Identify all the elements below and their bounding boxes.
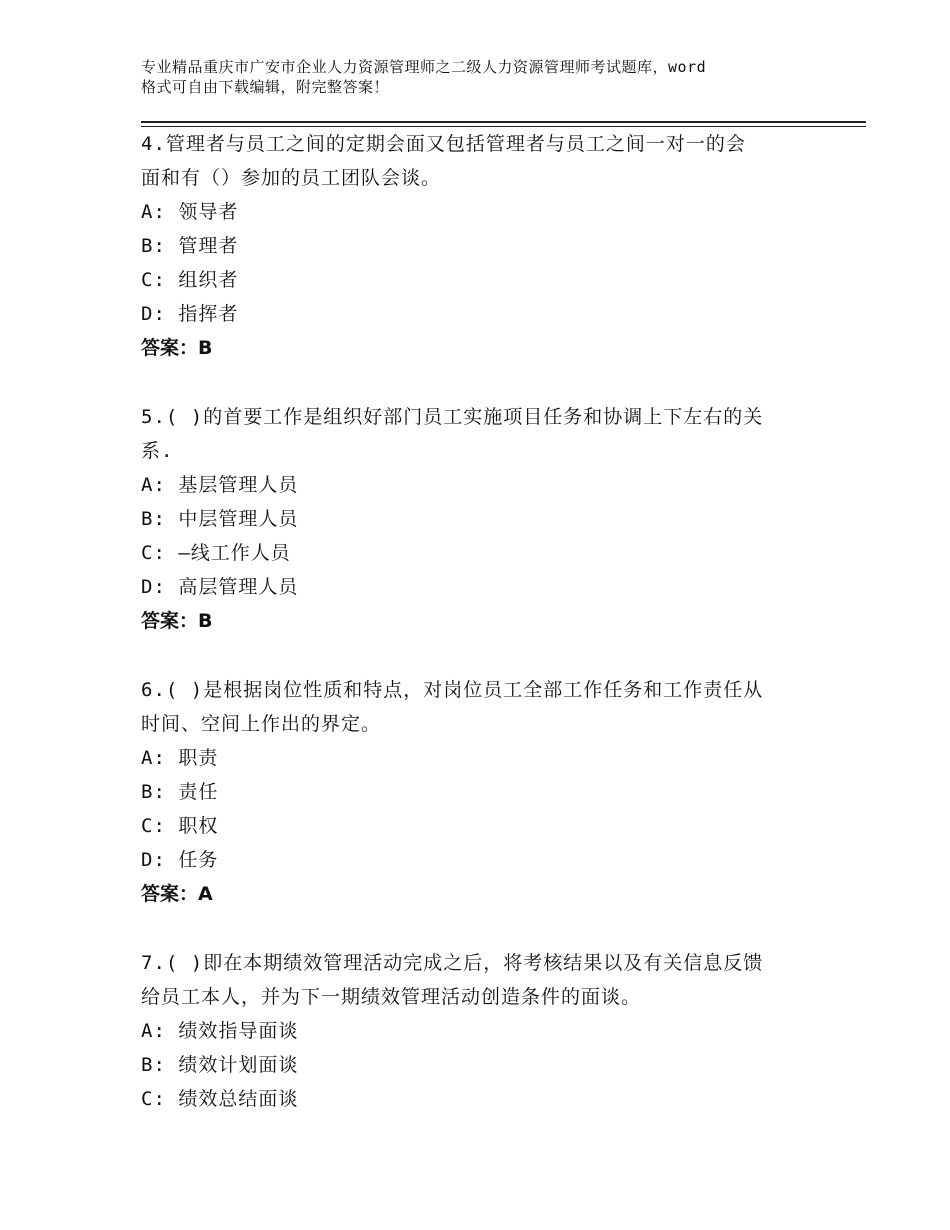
header-divider-thick <box>141 121 866 123</box>
answer-line: 答案：A <box>141 883 213 905</box>
option-b: B: 绩效计划面谈 <box>141 1054 299 1076</box>
question-text-line: 时间、空间上作出的界定。 <box>141 713 382 735</box>
option-c: C: 组织者 <box>141 269 239 291</box>
answer-line: 答案：B <box>141 337 213 359</box>
question-7 <box>141 946 841 1116</box>
option-c: C: —线工作人员 <box>141 542 291 564</box>
question-text-line: 面和有（）参加的员工团队会谈。 <box>141 167 442 189</box>
option-a: A: 职责 <box>141 747 219 769</box>
question-5 <box>141 400 841 638</box>
option-b: B: 管理者 <box>141 235 239 257</box>
option-b: B: 责任 <box>141 781 219 803</box>
option-c: C: 绩效总结面谈 <box>141 1088 299 1110</box>
question-4 <box>141 127 841 365</box>
question-text-line: 4.管理者与员工之间的定期会面又包括管理者与员工之间一对一的会 <box>141 133 746 155</box>
option-a: A: 基层管理人员 <box>141 474 299 496</box>
answer-line: 答案：B <box>141 610 213 632</box>
question-6 <box>141 673 841 911</box>
option-d: D: 高层管理人员 <box>141 576 299 598</box>
option-a: A: 绩效指导面谈 <box>141 1020 299 1042</box>
document-header <box>141 57 841 97</box>
question-text-line: 给员工本人，并为下一期绩效管理活动创造条件的面谈。 <box>141 986 642 1008</box>
option-b: B: 中层管理人员 <box>141 508 299 530</box>
option-a: A: 领导者 <box>141 201 239 223</box>
header-line-2: 格式可自由下载编辑，附完整答案！ <box>141 78 390 96</box>
option-d: D: 指挥者 <box>141 303 239 325</box>
question-text-line: 5.( )的首要工作是组织好部门员工实施项目任务和协调上下左右的关 <box>141 406 764 428</box>
question-text-line: 7.( )即在本期绩效管理活动完成之后，将考核结果以及有关信息反馈 <box>141 952 764 974</box>
option-d: D: 任务 <box>141 849 219 871</box>
option-c: C: 职权 <box>141 815 219 837</box>
question-text-line: 系. <box>141 440 174 462</box>
question-text-line: 6.( )是根据岗位性质和特点，对岗位员工全部工作任务和工作责任从 <box>141 679 764 701</box>
header-line-1: 专业精品重庆市广安市企业人力资源管理师之二级人力资源管理师考试题库，word <box>141 58 707 76</box>
